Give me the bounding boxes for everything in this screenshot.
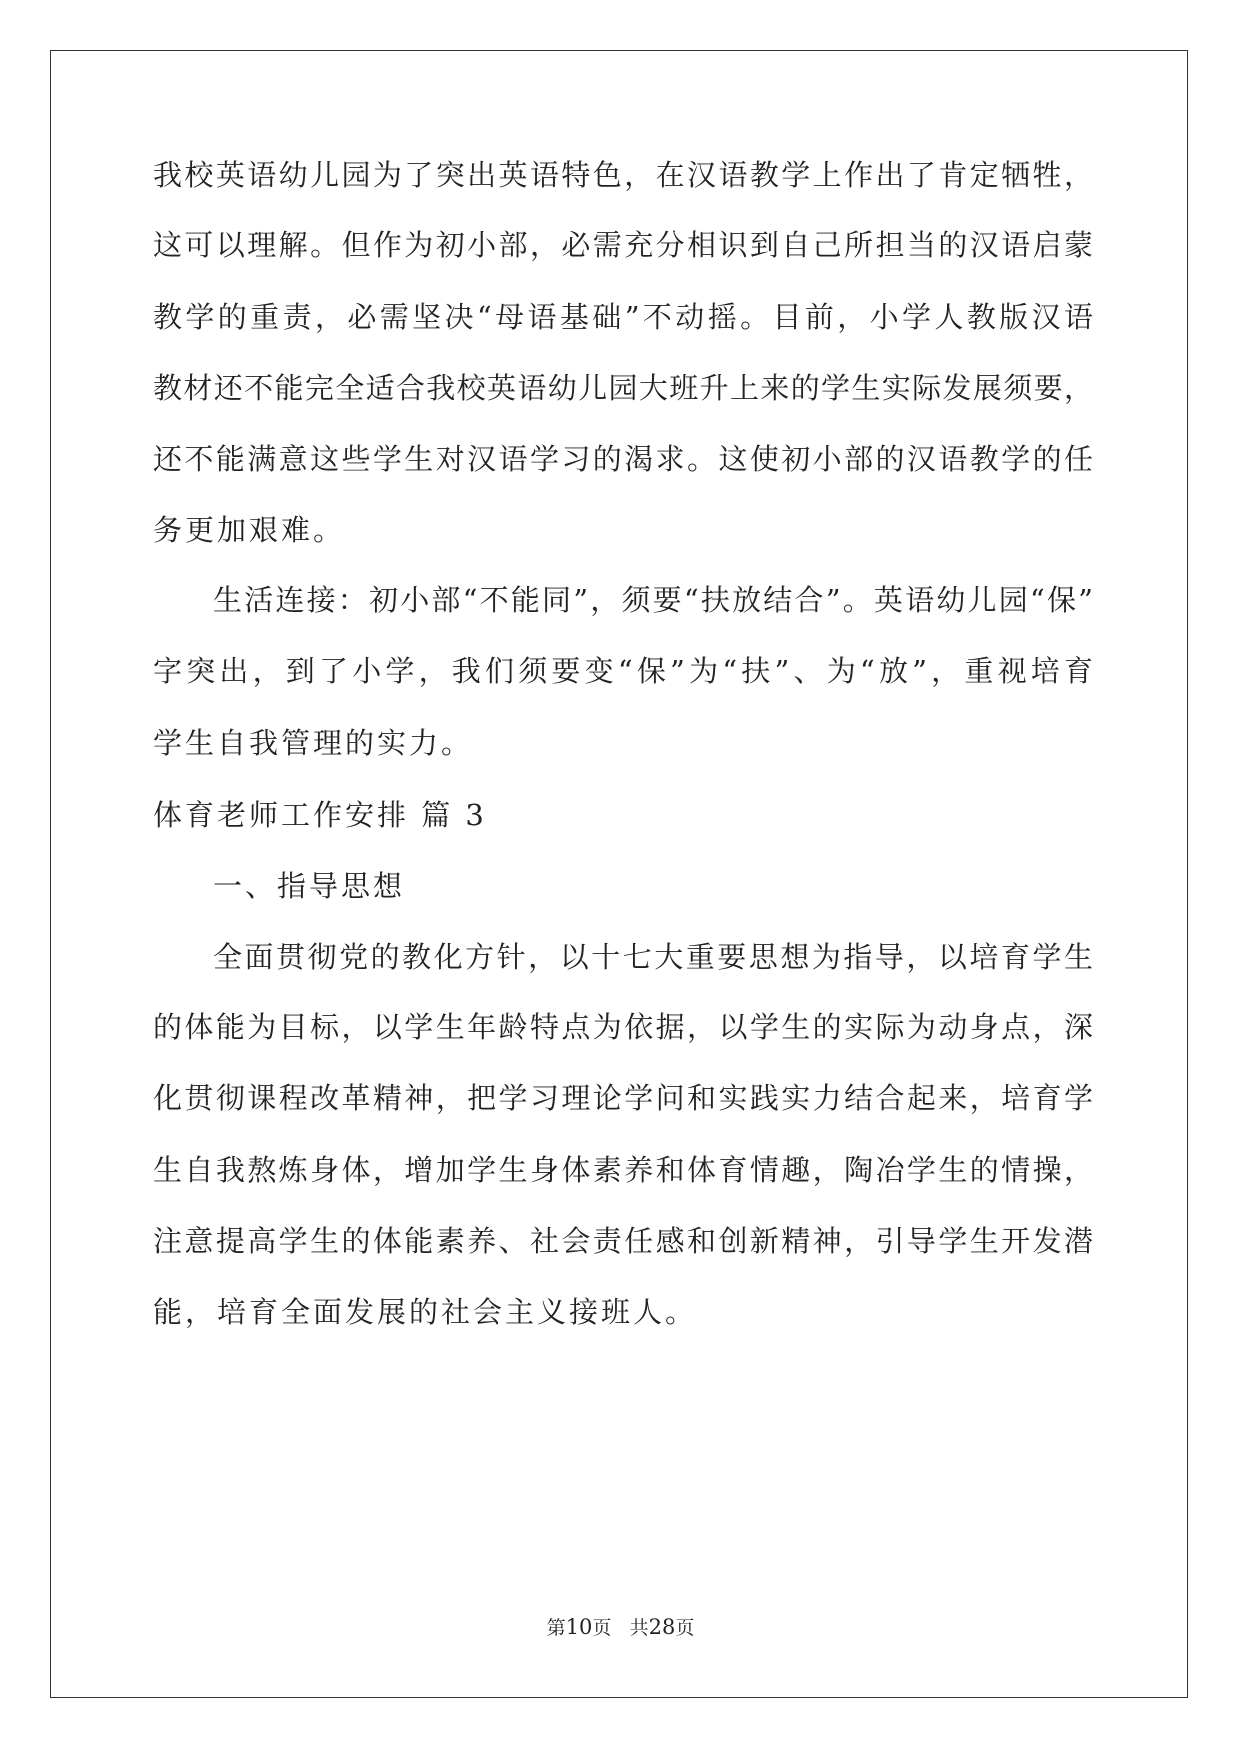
footer-page-suffix: 页	[592, 1617, 612, 1639]
paragraph-line: 学生自我管理的实力。	[153, 726, 474, 760]
paragraph-line: 生活连接：初小部“不能同”，须要“扶放结合”。英语幼儿园“保”	[213, 583, 1093, 617]
paragraph-line: 教材还不能完全适合我校英语幼儿园大班升上来的学生实际发展须要，	[153, 371, 1093, 405]
paragraph-line: 化贯彻课程改革精神，把学习理论学问和实践实力结合起来，培育学	[153, 1081, 1093, 1115]
footer-total-suffix: 页	[675, 1617, 695, 1639]
paragraph-line: 全面贯彻党的教化方针，以十七大重要思想为指导，以培育学生	[213, 940, 1093, 974]
paragraph-line: 这可以理解。但作为初小部，必需充分相识到自己所担当的汉语启蒙	[153, 228, 1093, 262]
current-page-number: 10	[565, 1615, 593, 1639]
page-footer	[0, 1614, 1241, 1641]
paragraph-line: 生自我熬炼身体，增加学生身体素养和体育情趣，陶冶学生的情操，	[153, 1153, 1093, 1187]
paragraph-line: 我校英语幼儿园为了突出英语特色，在汉语教学上作出了肯定牺牲，	[153, 158, 1093, 192]
section-heading: 体育老师工作安排 篇 3	[153, 798, 487, 832]
paragraph-line: 务更加艰难。	[153, 513, 346, 547]
paragraph-line: 的体能为目标，以学生年龄特点为依据，以学生的实际为动身点，深	[153, 1010, 1093, 1044]
paragraph-line: 能，培育全面发展的社会主义接班人。	[153, 1295, 698, 1329]
paragraph-line: 教学的重责，必需坚决“母语基础”不动摇。目前，小学人教版汉语	[153, 300, 1093, 334]
footer-total-prefix: 共	[629, 1617, 649, 1639]
paragraph-line: 注意提高学生的体能素养、社会责任感和创新精神，引导学生开发潜	[153, 1224, 1093, 1258]
subsection-heading: 一、指导思想	[213, 869, 406, 903]
paragraph-line: 还不能满意这些学生对汉语学习的渴求。这使初小部的汉语教学的任	[153, 442, 1093, 476]
total-page-number: 28	[648, 1615, 676, 1639]
paragraph-line: 字突出，到了小学，我们须要变“保”为“扶”、为“放”，重视培育	[153, 654, 1093, 688]
footer-prefix: 第	[546, 1617, 566, 1639]
